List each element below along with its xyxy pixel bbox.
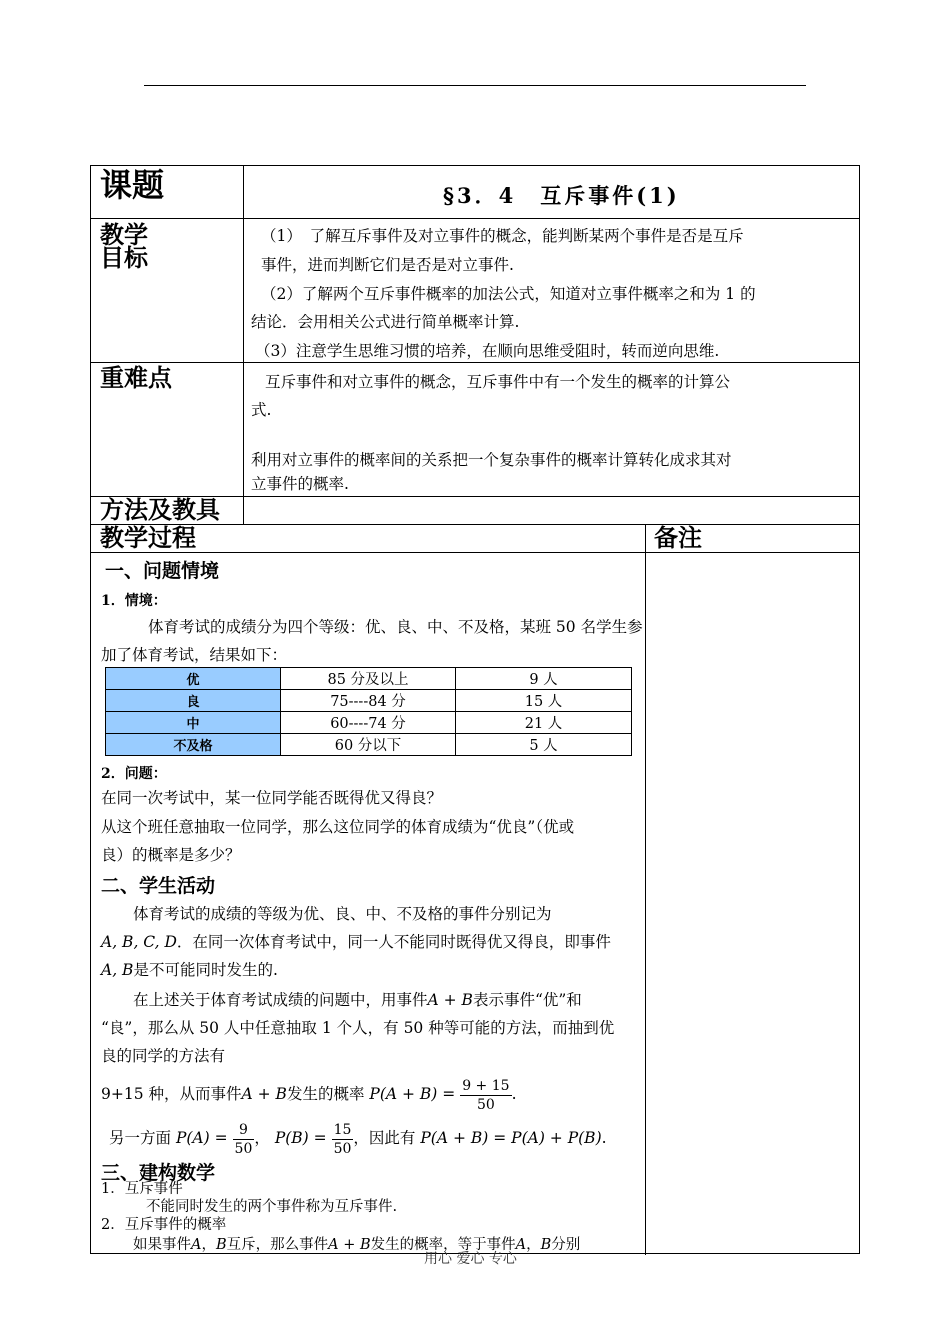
objective-line: （1） 了解互斥事件及对立事件的概念，能判断某两个事件是否是互斥 — [261, 227, 744, 245]
count-cell: 15 人 — [456, 690, 632, 712]
paragraph: 良的同学的方法有 — [101, 1047, 226, 1065]
range-cell: 60 分以下 — [281, 734, 456, 756]
range-cell: 85 分及以上 — [281, 668, 456, 690]
objective-line: 事件，进而判断它们是否是对立事件. — [261, 256, 514, 274]
header-rule — [144, 85, 806, 86]
fraction: $\frac{9 + 15}{50}$ — [462, 1077, 510, 1113]
paragraph: A, B是不可能同时发生的. — [101, 961, 278, 979]
math-expression: P(A + B) = — [369, 1085, 456, 1103]
math-expression: P(A) = — [175, 1129, 228, 1147]
subheading: 2．问题： — [101, 766, 167, 782]
list-item: 1．互斥事件 — [101, 1181, 183, 1197]
paragraph: 在上述关于体育考试成绩的问题中，用事件A + B表示事件“优”和 — [133, 991, 582, 1009]
table-row — [106, 712, 632, 734]
page-footer: 用心 爱心 专心 — [424, 1251, 517, 1267]
count-cell: 9 人 — [456, 668, 632, 690]
objectives-label: 目标 — [100, 244, 148, 272]
paragraph: 体育考试的成绩的等级为优、良、中、不及格的事件分别记为 — [133, 905, 552, 923]
range-cell: 60----74 分 — [281, 712, 456, 734]
row-divider — [91, 218, 859, 219]
keypoints-label: 重难点 — [100, 364, 172, 392]
fraction: $\frac{15}{50}$ — [333, 1121, 352, 1157]
paragraph: 体育考试的成绩分为四个等级：优、良、中、不及格，某班 50 名学生参 — [148, 618, 643, 636]
grade-cell: 良 — [106, 690, 281, 712]
objective-line: 结论．会用相关公式进行简单概率计算. — [251, 313, 520, 331]
section-heading: 一、问题情境 — [105, 560, 220, 582]
objectives-label: 教学 — [100, 221, 148, 249]
paragraph: 不能同时发生的两个事件称为互斥事件. — [146, 1199, 398, 1215]
paragraph: 加了体育考试，结果如下： — [101, 646, 288, 664]
count-cell: 21 人 — [456, 712, 632, 734]
keypoint-line: 互斥事件和对立事件的概念，互斥事件中有一个发生的概率的计算公 — [265, 373, 731, 391]
math-expression: P(B) = — [274, 1129, 327, 1147]
math-expression: A + B — [241, 1085, 287, 1103]
math-expression: A + B — [427, 991, 473, 1009]
count-cell: 5 人 — [456, 734, 632, 756]
question: 良）的概率是多少？ — [101, 846, 241, 864]
probability-equation: 9+15 种，从而事件A + B发生的概率 P(A + B) = $\frac{9 + 15}{50}$ . — [101, 1077, 517, 1113]
grade-cell: 优 — [106, 668, 281, 690]
grade-table — [105, 667, 632, 756]
keypoint-line: 式. — [251, 401, 272, 419]
objective-line: （2）了解两个互斥事件概率的加法公式，知道对立事件概率之和为 1 的 — [261, 285, 756, 303]
grade-cell: 不及格 — [106, 734, 281, 756]
paragraph: A, B, C, D．在同一次体育考试中，同一人不能同时既得优又得良，即事件 — [101, 933, 611, 951]
process-label: 教学过程 — [100, 524, 196, 552]
fraction: $\frac{9}{50}$ — [234, 1121, 253, 1157]
keypoint-line: 利用对立事件的概率间的关系把一个复杂事件的概率计算转化成求其对 — [251, 451, 732, 469]
list-item: 2．互斥事件的概率 — [101, 1217, 227, 1233]
objective-line: （3）注意学生思维习惯的培养，在顺向思维受阻时，转而逆向思维. — [255, 342, 720, 360]
page-title: §3．4 互斥事件(1) — [443, 183, 680, 208]
table-row — [106, 668, 632, 690]
subheading: 1．情境： — [101, 593, 167, 609]
lesson-plan-table — [90, 165, 860, 1254]
row-divider — [91, 524, 859, 525]
question: 从这个班任意抽取一位同学，那么这位同学的体育成绩为“优良”（优或 — [101, 818, 575, 836]
column-divider — [243, 166, 244, 524]
math-expression: A, B, C, D — [101, 933, 177, 951]
math-expression: P(A + B) = P(A) + P(B) — [420, 1129, 602, 1147]
keypoint-line: 立事件的概率. — [251, 475, 349, 493]
math-expression: A + B — [328, 1237, 371, 1253]
column-divider — [645, 524, 646, 1255]
math-expression: A, B — [101, 961, 134, 979]
notes-label: 备注 — [654, 524, 702, 552]
paragraph: 如果事件A，B互斥，那么事件A + B发生的概率，等于事件A，B分别 — [133, 1237, 581, 1253]
table-row — [106, 734, 632, 756]
range-cell: 75----84 分 — [281, 690, 456, 712]
section-heading: 二、学生活动 — [101, 875, 216, 897]
grade-cell: 中 — [106, 712, 281, 734]
probability-equation: 另一方面 P(A) = $\frac{9}{50}$ ， P(B) = $\frac{15}{50}$ ，因此有 P(A + B) = P(A) + P(B). — [109, 1121, 607, 1157]
table-row — [106, 690, 632, 712]
topic-label: 课题 — [100, 166, 165, 204]
question: 在同一次考试中，某一位同学能否既得优又得良？ — [101, 789, 443, 807]
section-heading: 三、建构数学 — [101, 1162, 216, 1184]
methods-label: 方法及教具 — [100, 496, 220, 524]
paragraph: “良”，那么从 50 人中任意抽取 1 个人，有 50 种等可能的方法，而抽到优 — [101, 1019, 615, 1037]
row-divider — [91, 552, 859, 553]
